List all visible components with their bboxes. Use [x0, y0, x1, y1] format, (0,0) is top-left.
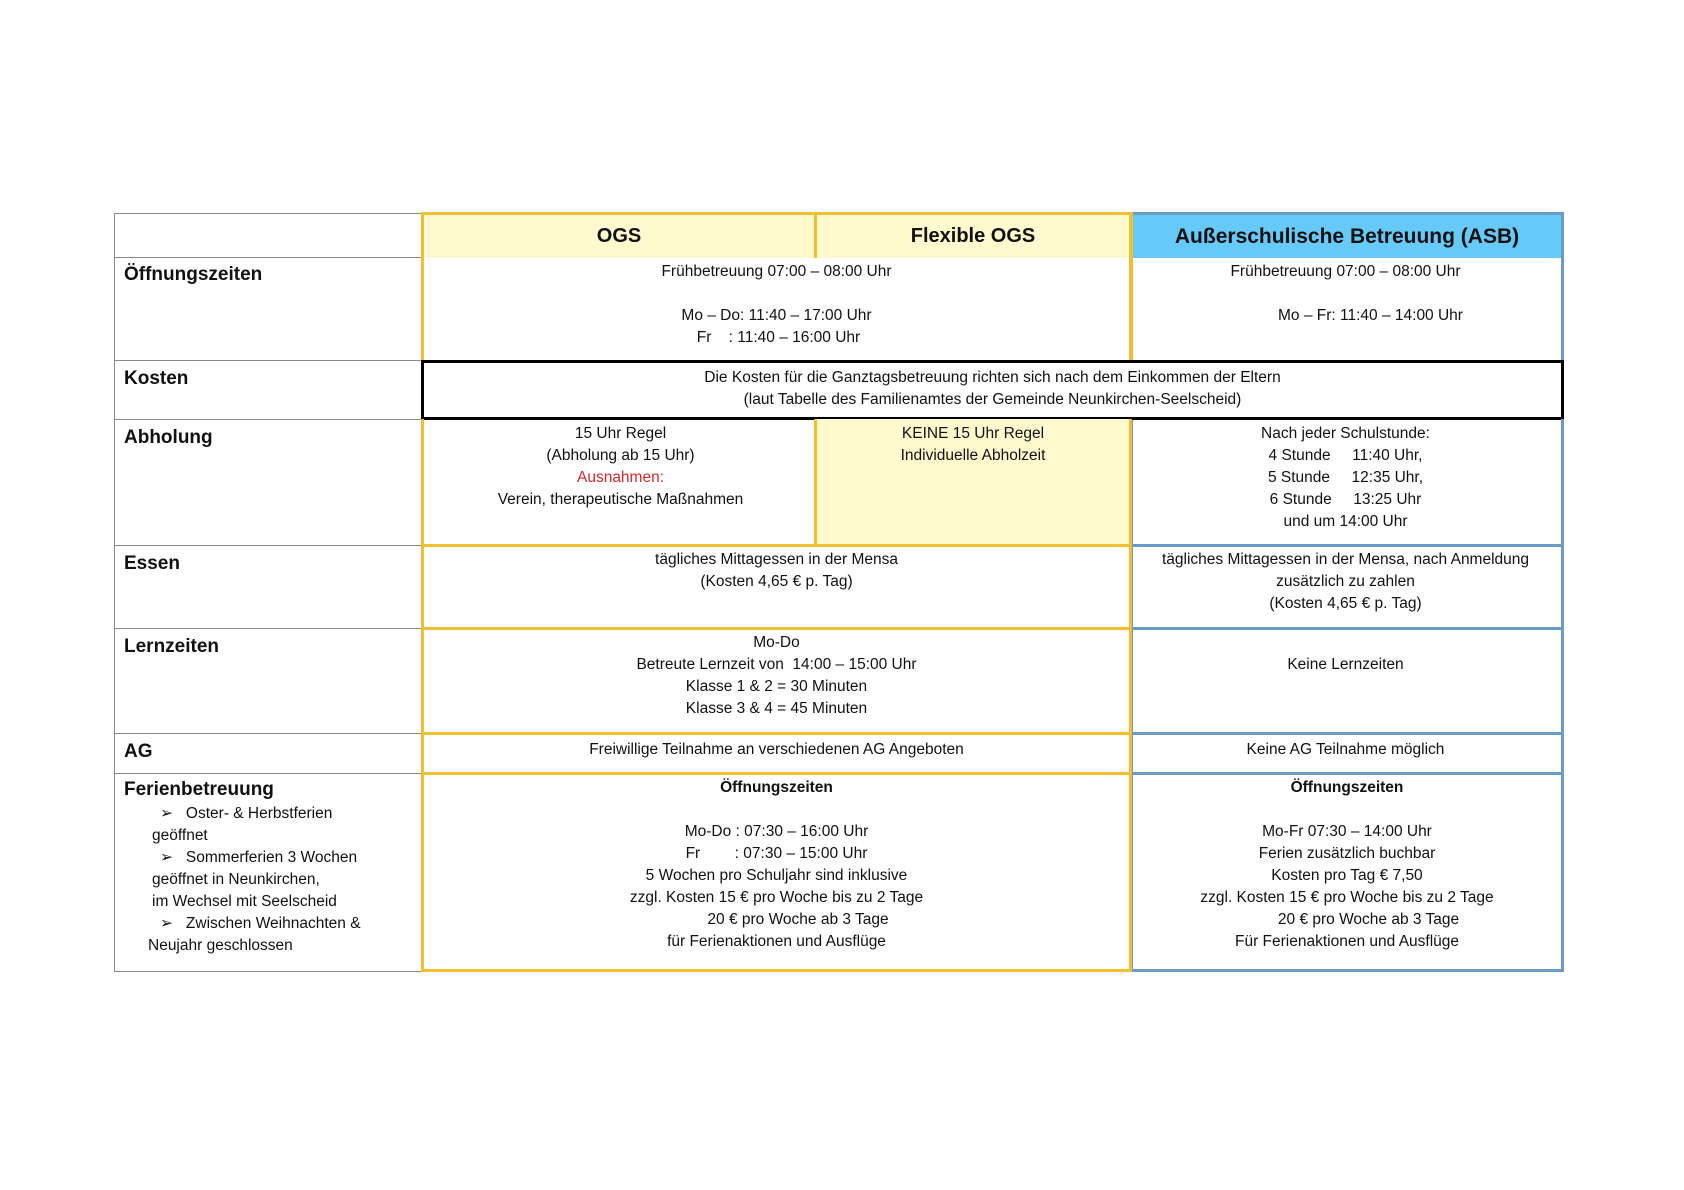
text-line: für Ferienaktionen und Ausflüge [667, 933, 886, 950]
bullet-text: Sommerferien 3 Wochen [185, 849, 358, 866]
text-line: 15 Uhr Regel [574, 425, 667, 442]
text-line: zzgl. Kosten 15 € pro Woche bis zu 2 Tage [629, 889, 924, 906]
essen-asb-cell [1130, 545, 1564, 630]
row-label-kosten: Kosten [124, 368, 189, 389]
text-line: (Abholung ab 15 Uhr) [546, 447, 695, 464]
row-divider [114, 733, 422, 734]
text-line: (Kosten 4,65 € p. Tag) [1269, 595, 1422, 612]
asb-left-border-header [1130, 212, 1133, 360]
text-line [424, 283, 1129, 305]
text-line: KEINE 15 Uhr Regel [901, 425, 1045, 442]
abholung-ogs-cell [421, 419, 817, 547]
text-line: Keine AG Teilnahme möglich [1246, 741, 1445, 758]
ferien-label-cell [116, 775, 436, 959]
header-flexible-ogs-label: Flexible OGS [910, 225, 1036, 247]
ag-ogs-cell [421, 733, 1132, 775]
text-line: Für Ferienaktionen und Ausflüge [1234, 933, 1460, 950]
text-line: Ferien zusätzlich buchbar [1258, 845, 1436, 862]
text-line: tägliches Mittagessen in der Mensa [655, 551, 898, 568]
exception-label: Ausnahmen: [576, 469, 665, 486]
header-asb [1130, 212, 1564, 258]
text-line: 20 € pro Woche ab 3 Tage [1234, 911, 1460, 928]
row-label-oeffnungszeiten: Öffnungszeiten [124, 264, 263, 285]
ferien-bullet-item [124, 803, 428, 847]
text-line: Klasse 1 & 2 = 30 Minuten [685, 678, 868, 695]
abholung-asb-cell [1130, 419, 1564, 547]
row-divider [114, 773, 422, 774]
header-ogs [421, 212, 817, 258]
header-flexible-ogs [814, 212, 1132, 258]
text-line: 5 Stunde 12:35 Uhr, [1267, 469, 1424, 486]
text-line: Fr : 07:30 – 15:00 Uhr [685, 845, 868, 862]
text-line: Frühbetreuung 07:00 – 08:00 Uhr [1230, 263, 1461, 280]
row-divider [114, 419, 422, 420]
text-line: Mo-Do : 07:30 – 16:00 Uhr [684, 823, 869, 840]
ferien-asb-title: Öffnungszeiten [1290, 779, 1404, 796]
exception-text: Verein, therapeutische Maßnahmen [497, 491, 744, 508]
row-label-essen: Essen [124, 553, 180, 574]
ferien-ogs-title: Öffnungszeiten [720, 779, 833, 796]
row-label-abholung: Abholung [124, 427, 213, 448]
header-ogs-label: OGS [596, 225, 642, 247]
text-line: Fr : 11:40 – 16:00 Uhr [696, 329, 861, 346]
arrowhead-bullet-icon: ➢ [160, 849, 173, 866]
text-line [1130, 283, 1561, 305]
row-divider [114, 628, 422, 629]
row-label-ferienbetreuung: Ferienbetreuung [124, 779, 274, 800]
bullet-text: geöffnet [152, 827, 208, 844]
text-line: Frühbetreuung 07:00 – 08:00 Uhr [661, 263, 892, 280]
text-line: 5 Wochen pro Schuljahr sind inklusive [645, 867, 908, 884]
row-label-ag: AG [124, 741, 153, 762]
text-line: Freiwillige Teilnahme an verschiedenen AG Angeboten [589, 741, 964, 758]
row-label-lernzeiten: Lernzeiten [124, 636, 220, 657]
ogs-asb-divider [1129, 420, 1132, 972]
table-outer-left-border [114, 213, 115, 972]
text-line: 20 € pro Woche ab 3 Tage [664, 911, 889, 928]
bullet-text: Neujahr geschlossen [148, 937, 293, 954]
text-line: Mo-Do [753, 634, 800, 651]
table-top-border [114, 213, 422, 214]
table-bottom-border [114, 971, 422, 972]
text-line: tägliches Mittagessen in der Mensa, nach Anmeldung [1161, 551, 1530, 568]
text-line: (laut Tabelle des Familienamtes der Gemeinde Neunkirchen-Seelscheid) [743, 391, 1242, 408]
text-line: Mo – Do: 11:40 – 17:00 Uhr [681, 307, 872, 324]
text-line: und um 14:00 Uhr [1283, 513, 1408, 530]
text-line: Nach jeder Schulstunde: [1261, 425, 1430, 442]
text-line: zzgl. Kosten 15 € pro Woche bis zu 2 Tage [1200, 889, 1494, 906]
lernzeiten-ogs-cell [421, 628, 1132, 735]
text-line: Klasse 3 & 4 = 45 Minuten [685, 700, 868, 717]
text-line: Keine Lernzeiten [1287, 656, 1404, 673]
text-line: (Kosten 4,65 € p. Tag) [700, 573, 853, 590]
header-asb-label: Außerschulische Betreuung (ASB) [1174, 224, 1520, 248]
ferien-bullet-list [124, 803, 428, 957]
oeffnungszeiten-ogs-cell [421, 257, 1132, 361]
row-divider [114, 545, 422, 546]
ferien-bullet-item [124, 847, 428, 913]
oeffnungszeiten-asb-cell [1130, 257, 1564, 361]
essen-ogs-cell [421, 545, 1132, 630]
text-line: zusätzlich zu zahlen [1276, 573, 1415, 590]
text-line: Individuelle Abholzeit [900, 447, 1046, 464]
text-line: Die Kosten für die Ganztagsbetreuung richten sich nach dem Einkommen der Eltern [704, 369, 1281, 386]
text-line: Kosten pro Tag € 7,50 [1271, 867, 1423, 884]
ferien-bullet-item [124, 913, 428, 957]
ag-asb-cell [1130, 733, 1564, 775]
arrowhead-bullet-icon: ➢ [160, 805, 173, 822]
abholung-flex-cell [814, 419, 1132, 547]
text-line: 4 Stunde 11:40 Uhr, [1268, 447, 1423, 464]
bullet-text: geöffnet in Neunkirchen, [152, 871, 320, 888]
bullet-text: Oster- & Herbstferien [185, 805, 333, 822]
lernzeiten-asb-cell [1130, 628, 1564, 735]
text-line: Betreute Lernzeit von 14:00 – 15:00 Uhr [636, 656, 917, 673]
text-line: Mo – Fr: 11:40 – 14:00 Uhr [1278, 307, 1463, 324]
bullet-text: im Wechsel mit Seelscheid [152, 893, 337, 910]
kosten-cell [421, 360, 1564, 420]
text-line: Mo-Fr 07:30 – 14:00 Uhr [1262, 823, 1432, 840]
text-line: 6 Stunde 13:25 Uhr [1269, 491, 1422, 508]
arrowhead-bullet-icon: ➢ [160, 915, 173, 932]
ferien-asb-cell [1130, 773, 1564, 972]
ferien-ogs-cell [421, 773, 1132, 972]
bullet-text: Zwischen Weihnachten & [185, 915, 361, 932]
